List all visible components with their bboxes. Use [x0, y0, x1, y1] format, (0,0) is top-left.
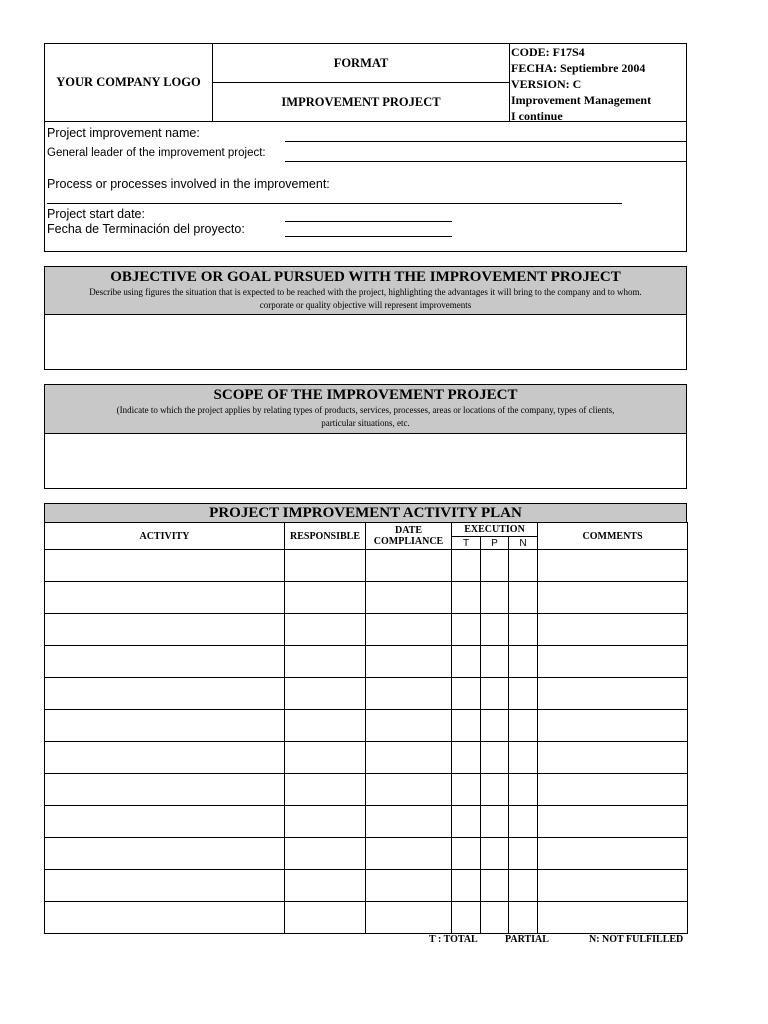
scope-section — [44, 384, 687, 489]
document-title: IMPROVEMENT PROJECT — [281, 94, 441, 109]
t-cell[interactable] — [452, 902, 481, 934]
compliance-header-line: COMPLIANCE — [373, 536, 444, 547]
activity-cell[interactable] — [45, 678, 285, 710]
end-date-field[interactable] — [285, 236, 452, 237]
activity-cell[interactable] — [45, 582, 285, 614]
n-cell[interactable] — [509, 550, 538, 582]
table-row — [45, 774, 688, 806]
date-cell[interactable] — [366, 742, 452, 774]
n-cell[interactable] — [509, 838, 538, 870]
n-cell[interactable] — [509, 710, 538, 742]
n-cell[interactable] — [509, 902, 538, 934]
responsible-cell[interactable] — [285, 550, 366, 582]
document-control-info — [511, 44, 686, 121]
execution-column-header: EXECUTION — [452, 523, 538, 537]
t-cell[interactable] — [452, 774, 481, 806]
activity-cell[interactable] — [45, 646, 285, 678]
responsible-cell[interactable] — [285, 582, 366, 614]
responsible-cell[interactable] — [285, 678, 366, 710]
header-title-block — [213, 44, 510, 121]
project-info-block — [44, 122, 687, 252]
responsible-cell[interactable] — [285, 710, 366, 742]
format-label: FORMAT — [213, 44, 509, 83]
p-cell[interactable] — [481, 710, 509, 742]
n-cell[interactable] — [509, 774, 538, 806]
table-row — [45, 838, 688, 870]
objective-header — [45, 267, 686, 315]
project-name-label: Project improvement name: — [47, 126, 200, 140]
comments-cell[interactable] — [538, 614, 688, 646]
table-row — [45, 550, 688, 582]
comments-cell[interactable] — [538, 870, 688, 902]
activity-cell[interactable] — [45, 806, 285, 838]
t-cell[interactable] — [452, 838, 481, 870]
scope-title: SCOPE OF THE IMPROVEMENT PROJECT — [213, 387, 518, 403]
p-cell[interactable] — [481, 806, 509, 838]
responsible-cell[interactable] — [285, 742, 366, 774]
objective-section — [44, 266, 687, 370]
n-cell[interactable] — [509, 742, 538, 774]
t-cell[interactable] — [452, 678, 481, 710]
p-cell[interactable] — [481, 838, 509, 870]
date-cell[interactable] — [366, 806, 452, 838]
start-date-field[interactable] — [285, 221, 452, 222]
date-cell[interactable] — [366, 550, 452, 582]
n-cell[interactable] — [509, 614, 538, 646]
processes-label: Process or processes involved in the improvement: — [47, 177, 330, 191]
p-cell[interactable] — [481, 614, 509, 646]
activity-cell[interactable] — [45, 870, 285, 902]
comments-cell[interactable] — [538, 774, 688, 806]
start-date-label: Project start date: — [47, 207, 145, 221]
responsible-cell[interactable] — [285, 870, 366, 902]
scope-description-1: (Indicate to which the project applies by relating types of products, services, processes, areas or locations of the company, types of clients, — [116, 405, 615, 415]
project-name-field[interactable] — [285, 141, 687, 142]
responsible-cell[interactable] — [285, 646, 366, 678]
legend-total: T : TOTAL — [429, 934, 478, 945]
n-cell[interactable] — [509, 646, 538, 678]
t-cell[interactable] — [452, 614, 481, 646]
date-cell[interactable] — [366, 902, 452, 934]
p-cell[interactable] — [481, 742, 509, 774]
p-cell[interactable] — [481, 902, 509, 934]
comments-cell[interactable] — [538, 582, 688, 614]
p-cell[interactable] — [481, 550, 509, 582]
objective-description-2: corporate or quality objective will represent improvements — [259, 299, 472, 310]
activity-cell[interactable] — [45, 550, 285, 582]
comments-cell[interactable] — [538, 902, 688, 934]
objective-input-area[interactable] — [45, 316, 686, 369]
general-leader-field[interactable] — [285, 161, 687, 162]
date-cell[interactable] — [366, 838, 452, 870]
legend-not-fulfilled: N: NOT FULFILLED — [589, 934, 684, 945]
objective-title: OBJECTIVE OR GOAL PURSUED WITH THE IMPROVEMENT PROJECT — [110, 269, 621, 285]
n-cell[interactable] — [509, 870, 538, 902]
scope-header — [45, 385, 686, 434]
activity-cell[interactable] — [45, 710, 285, 742]
comments-cell[interactable] — [538, 710, 688, 742]
company-logo-placeholder: YOUR COMPANY LOGO — [45, 44, 213, 121]
execution-t-header: T — [452, 537, 481, 550]
comments-cell[interactable] — [538, 742, 688, 774]
activity-cell[interactable] — [45, 838, 285, 870]
table-row — [45, 870, 688, 902]
activity-plan-rows — [45, 550, 688, 934]
comments-cell[interactable] — [538, 806, 688, 838]
processes-field[interactable] — [47, 203, 622, 204]
document-header — [44, 43, 687, 122]
scope-description-2: particular situations, etc. — [321, 417, 410, 428]
activity-plan-title: PROJECT IMPROVEMENT ACTIVITY PLAN — [44, 503, 687, 523]
table-row — [45, 614, 688, 646]
activity-cell[interactable] — [45, 774, 285, 806]
objective-description-1: Describe using figures the situation that is expected to be reached with the project, highlighting the advantages it will bring to the company and to whom. — [89, 287, 642, 297]
table-row — [45, 646, 688, 678]
date-cell[interactable] — [366, 870, 452, 902]
p-cell[interactable] — [481, 646, 509, 678]
date-cell[interactable] — [366, 774, 452, 806]
t-cell[interactable] — [452, 550, 481, 582]
end-date-label: Fecha de Terminación del proyecto: — [47, 222, 245, 236]
date-cell[interactable] — [366, 582, 452, 614]
responsible-cell[interactable] — [285, 838, 366, 870]
activity-plan-table — [44, 522, 688, 934]
date-line: FECHA: Septiembre 2004 — [511, 61, 646, 75]
process-line-2: I continue — [511, 109, 563, 123]
responsible-cell[interactable] — [285, 774, 366, 806]
scope-input-area[interactable] — [45, 435, 686, 488]
table-row — [45, 806, 688, 838]
table-row — [45, 902, 688, 934]
table-row — [45, 678, 688, 710]
legend-partial: PARTIAL — [505, 934, 549, 945]
table-row — [45, 582, 688, 614]
process-line: Improvement Management — [511, 93, 652, 107]
comments-column-header: COMMENTS — [538, 523, 688, 550]
t-cell[interactable] — [452, 582, 481, 614]
table-row — [45, 742, 688, 774]
activity-cell[interactable] — [45, 742, 285, 774]
execution-n-header: N — [509, 537, 538, 550]
n-cell[interactable] — [509, 582, 538, 614]
activity-cell[interactable] — [45, 902, 285, 934]
p-cell[interactable] — [481, 774, 509, 806]
date-cell[interactable] — [366, 646, 452, 678]
date-header-line: DATE — [394, 525, 423, 536]
activity-cell[interactable] — [45, 614, 285, 646]
comments-cell[interactable] — [538, 678, 688, 710]
activity-column-header: ACTIVITY — [45, 523, 285, 550]
t-cell[interactable] — [452, 646, 481, 678]
general-leader-label: General leader of the improvement project: — [47, 147, 266, 159]
date-cell[interactable] — [366, 678, 452, 710]
date-cell[interactable] — [366, 614, 452, 646]
comments-cell[interactable] — [538, 838, 688, 870]
t-cell[interactable] — [452, 870, 481, 902]
n-cell[interactable] — [509, 806, 538, 838]
t-cell[interactable] — [452, 806, 481, 838]
comments-cell[interactable] — [538, 550, 688, 582]
t-cell[interactable] — [452, 710, 481, 742]
t-cell[interactable] — [452, 742, 481, 774]
date-compliance-column-header — [366, 523, 452, 550]
comments-cell[interactable] — [538, 646, 688, 678]
p-cell[interactable] — [481, 678, 509, 710]
execution-p-header: P — [481, 537, 509, 550]
version-line: VERSION: C — [511, 77, 582, 91]
responsible-cell[interactable] — [285, 614, 366, 646]
responsible-column-header: RESPONSIBLE — [285, 523, 366, 550]
p-cell[interactable] — [481, 870, 509, 902]
table-row — [45, 710, 688, 742]
responsible-cell[interactable] — [285, 902, 366, 934]
date-cell[interactable] — [366, 710, 452, 742]
code-line: CODE: F17S4 — [511, 45, 585, 59]
responsible-cell[interactable] — [285, 806, 366, 838]
p-cell[interactable] — [481, 582, 509, 614]
n-cell[interactable] — [509, 678, 538, 710]
